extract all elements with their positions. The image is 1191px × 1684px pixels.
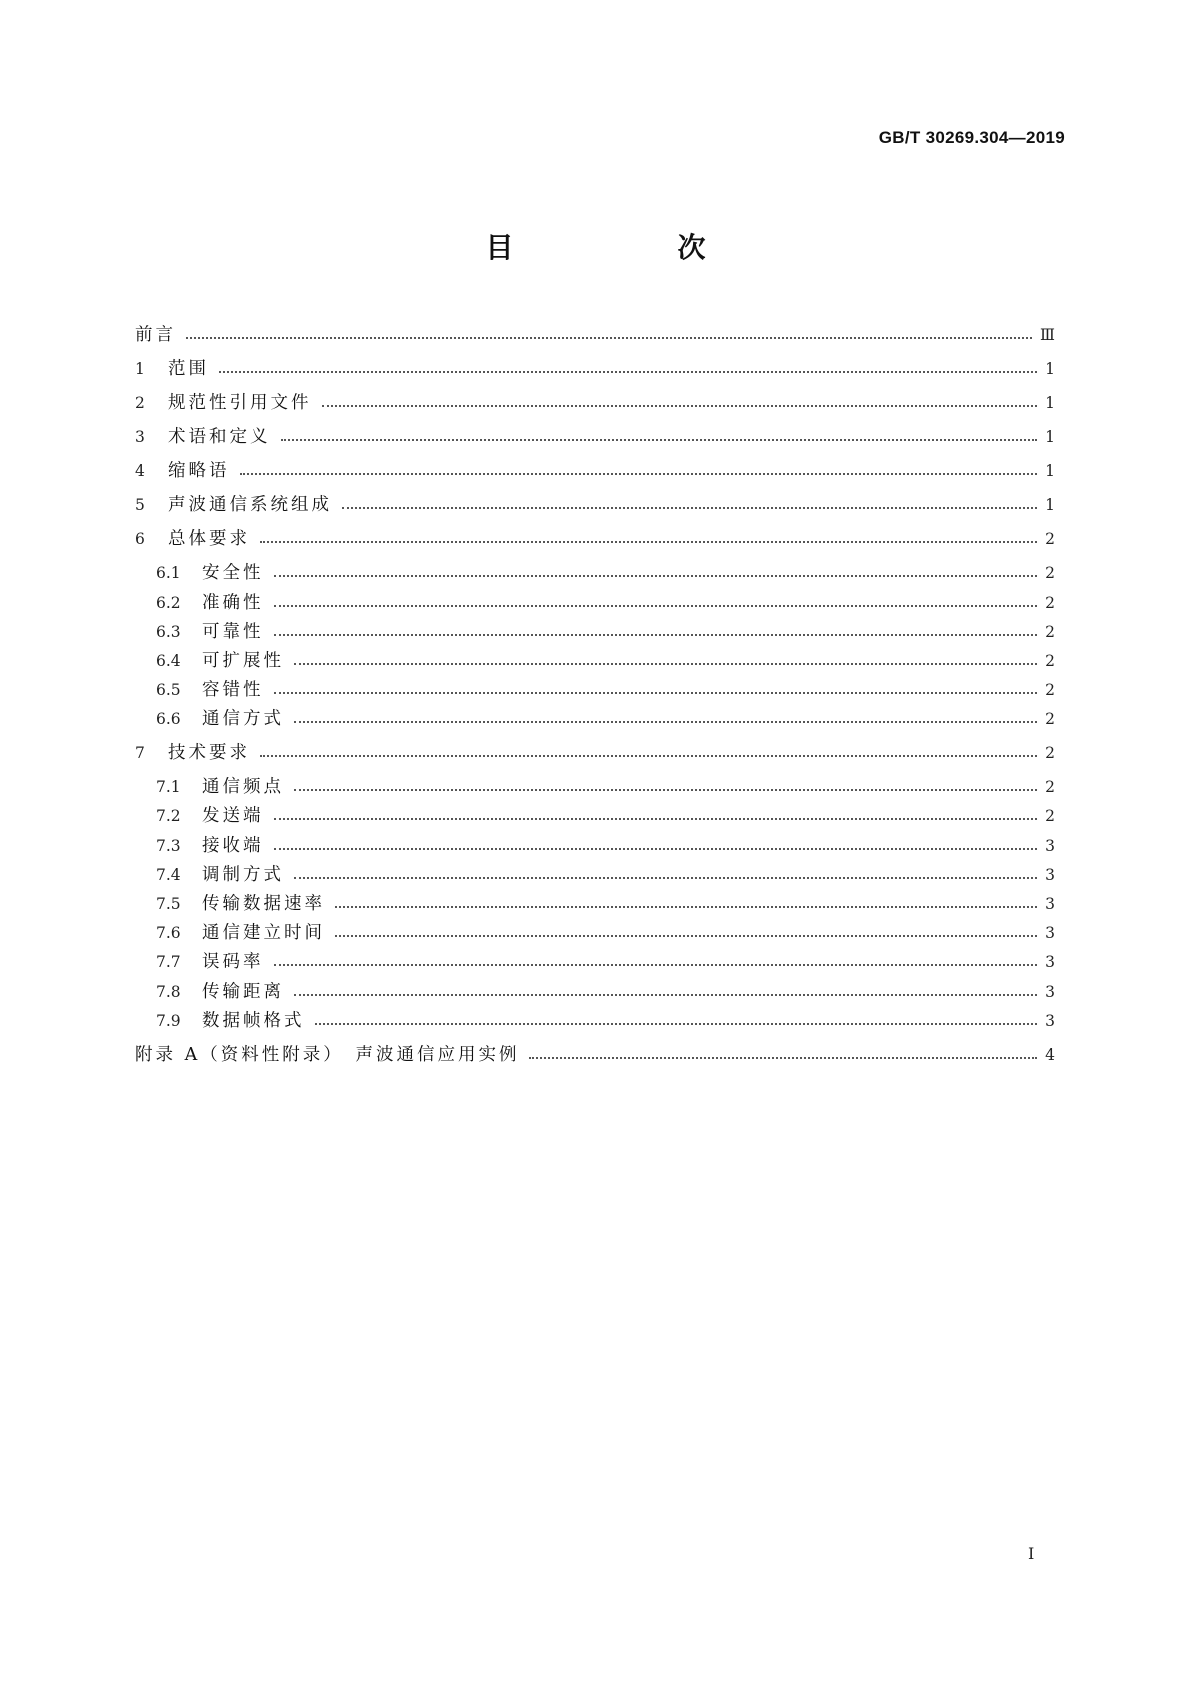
toc-entry-number: 1	[135, 360, 145, 378]
toc-entry-number: 6.6	[156, 710, 181, 728]
toc-entry[interactable]	[135, 1045, 1055, 1065]
toc-entry-number: 7.6	[156, 924, 181, 942]
toc-entry-number: 7.7	[156, 953, 181, 971]
dot-leader	[335, 935, 1037, 937]
toc-entry-title: 准确性	[202, 593, 264, 613]
toc-entry-number: 7	[135, 744, 145, 762]
toc-entry[interactable]	[135, 709, 1055, 729]
toc-entry[interactable]	[135, 1011, 1055, 1031]
toc-entry-title: 总体要求	[168, 529, 250, 549]
toc-entry-title: 可靠性	[202, 622, 264, 642]
toc-entry-page: 2	[1045, 594, 1055, 612]
toc-entry-title: 通信频点	[202, 777, 284, 797]
toc-entry-page: 2	[1045, 623, 1055, 641]
toc-entry-number: 6	[135, 530, 145, 548]
toc-entry-number: 3	[135, 428, 145, 446]
toc-entry[interactable]	[135, 982, 1055, 1002]
dot-leader	[315, 1023, 1038, 1025]
dot-leader	[260, 541, 1037, 543]
toc-entry-number: 7.5	[156, 895, 181, 913]
toc-entry[interactable]	[135, 952, 1055, 972]
toc-entry-title: 容错性	[202, 680, 264, 700]
toc-entry-page: 2	[1045, 807, 1055, 825]
toc-entry-title: 附录 A（资料性附录） 声波通信应用实例	[135, 1045, 520, 1065]
toc-entry-title: 规范性引用文件	[168, 393, 312, 413]
toc-entry-number: 7.2	[156, 807, 181, 825]
dot-leader	[274, 692, 1038, 694]
toc-entry-title: 缩略语	[168, 461, 230, 481]
toc-entry[interactable]	[135, 680, 1055, 700]
toc-entry-page: 1	[1045, 462, 1055, 480]
dot-leader	[274, 605, 1038, 607]
toc-entry[interactable]	[135, 836, 1055, 856]
toc-entry[interactable]	[135, 923, 1055, 943]
toc-entry-number: 6.4	[156, 652, 181, 670]
toc-entry-title: 范围	[168, 359, 209, 379]
toc-entry[interactable]	[135, 563, 1055, 583]
dot-leader	[186, 337, 1032, 339]
toc-entry-number: 4	[135, 462, 145, 480]
toc-entry[interactable]	[135, 865, 1055, 885]
toc-entry-title: 误码率	[202, 952, 264, 972]
toc-entry[interactable]	[135, 894, 1055, 914]
dot-leader	[219, 371, 1037, 373]
toc-entry[interactable]	[135, 495, 1055, 515]
toc-entry[interactable]	[135, 593, 1055, 613]
dot-leader	[274, 575, 1038, 577]
toc-entry-page: 1	[1045, 360, 1055, 378]
toc-entry-title: 术语和定义	[168, 427, 271, 447]
dot-leader	[240, 473, 1038, 475]
toc-entry-number: 7.9	[156, 1012, 181, 1030]
toc-entry[interactable]	[135, 777, 1055, 797]
toc-entry-page: 3	[1045, 866, 1055, 884]
toc-entry-number: 2	[135, 394, 145, 412]
toc-entry-page: 2	[1045, 530, 1055, 548]
toc-entry[interactable]	[135, 622, 1055, 642]
toc-entry-number: 6.2	[156, 594, 181, 612]
toc-entry-title: 可扩展性	[202, 651, 284, 671]
dot-leader	[274, 634, 1038, 636]
toc-entry[interactable]	[135, 359, 1055, 379]
toc-entry-page: 1	[1045, 394, 1055, 412]
toc-entry-page: 3	[1045, 1012, 1055, 1030]
dot-leader	[322, 405, 1038, 407]
dot-leader	[335, 906, 1037, 908]
toc-entry[interactable]	[135, 743, 1055, 763]
toc-entry-page: 2	[1045, 778, 1055, 796]
toc-entry-title: 发送端	[202, 806, 264, 826]
toc-entry-number: 5	[135, 496, 145, 514]
toc-entry[interactable]	[135, 806, 1055, 826]
toc-entry-title: 数据帧格式	[202, 1011, 305, 1031]
dot-leader	[294, 789, 1037, 791]
toc-entry[interactable]	[135, 427, 1055, 447]
toc-entry-number: 7.4	[156, 866, 181, 884]
dot-leader	[294, 994, 1037, 996]
toc-entry-page: 1	[1045, 496, 1055, 514]
toc-entry-number: 6.3	[156, 623, 181, 641]
toc-entry-number: 7.1	[156, 778, 181, 796]
toc-entry-title: 技术要求	[168, 743, 250, 763]
toc-entry-page: 2	[1045, 652, 1055, 670]
dot-leader	[294, 663, 1037, 665]
toc-entry-number: 6.5	[156, 681, 181, 699]
toc-entry-title: 前言	[135, 325, 176, 345]
toc-entry-title: 传输距离	[202, 982, 284, 1002]
footer-page-number: I	[1028, 1544, 1035, 1563]
dot-leader	[529, 1057, 1037, 1059]
toc-entry-title: 接收端	[202, 836, 264, 856]
toc-entry-title: 传输数据速率	[202, 894, 325, 914]
toc-entry-page: Ⅲ	[1040, 326, 1055, 344]
toc-entry-page: 3	[1045, 924, 1055, 942]
toc-entry-page: 4	[1045, 1046, 1055, 1064]
toc-entry[interactable]	[135, 325, 1055, 345]
toc-entry[interactable]	[135, 529, 1055, 549]
toc-entry-page: 2	[1045, 710, 1055, 728]
toc-entry-title: 声波通信系统组成	[168, 495, 332, 515]
dot-leader	[274, 964, 1038, 966]
toc-entry-page: 2	[1045, 564, 1055, 582]
dot-leader	[294, 877, 1037, 879]
toc-entry-page: 2	[1045, 744, 1055, 762]
toc-entry-title: 调制方式	[202, 865, 284, 885]
toc-entry-page: 3	[1045, 953, 1055, 971]
dot-leader	[260, 755, 1037, 757]
toc-title: 目 次	[485, 231, 774, 264]
toc-entry-page: 3	[1045, 983, 1055, 1001]
toc-entry-number: 7.3	[156, 837, 181, 855]
dot-leader	[342, 507, 1037, 509]
toc-entry-number: 6.1	[156, 564, 181, 582]
dot-leader	[274, 848, 1038, 850]
dot-leader	[281, 439, 1038, 441]
toc-entry[interactable]	[135, 651, 1055, 671]
dot-leader	[294, 721, 1037, 723]
toc-entry-title: 通信建立时间	[202, 923, 325, 943]
toc-entry-number: 7.8	[156, 983, 181, 1001]
dot-leader	[274, 818, 1038, 820]
toc-entry[interactable]	[135, 393, 1055, 413]
toc-entry-page: 3	[1045, 837, 1055, 855]
toc-entry-title: 通信方式	[202, 709, 284, 729]
toc-entry-page: 2	[1045, 681, 1055, 699]
toc-entry-title: 安全性	[202, 563, 264, 583]
standard-number: GB/T 30269.304—2019	[878, 128, 1065, 147]
toc-entry-page: 1	[1045, 428, 1055, 446]
toc-entry-page: 3	[1045, 895, 1055, 913]
toc-entry[interactable]	[135, 461, 1055, 481]
